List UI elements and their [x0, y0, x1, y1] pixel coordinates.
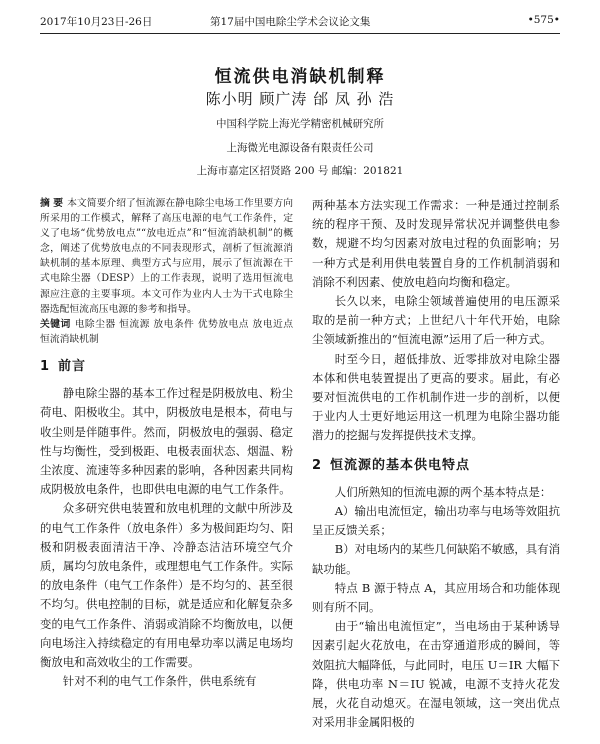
paragraph: 由于“输出电流恒定”，当电场由于某种诱导因素引起火花放电，在击穿通道形成的瞬间，等效阻抗大幅降低，与此同时，电压 U＝IR 大幅下降，供电功率 N＝IU 锐减，电源不支持火花发展，火花自动熄灭。在湿电领域，这一突出优点对采用非金属阳极的	[312, 619, 560, 730]
paragraph: 时至今日，超低排放、近零排放对电除尘器本体和供电装置提出了更高的要求。届此，有必要对恒流供电的工作机制作进一步的剖析，以便于业内人士更好地运用这一机理为电除尘器功能潜力的挖掘与发挥提供技术支撑。	[312, 351, 560, 443]
paragraph: 长久以来，电除尘领域普遍使用的电压源采取的是前一种方式；上世纪八十年代开始，电除尘领域新推出的“恒流电源”运用了后一种方式。	[312, 294, 560, 347]
section-number: 1	[40, 358, 51, 374]
paper-authors: 陈小明 顾广涛 邰 凤 孙 浩	[205, 90, 395, 108]
paragraph: 两种基本方法实现工作需求：一种是通过控制系统的程序干预、及时发现异常状况并调整供电参数，规避不均匀因素对放电过程的负面影响；另一种方式是利用供电装置自身的工作机制消弱和消除不利因素、使放电趋向均衡和稳定。	[312, 198, 560, 289]
abstract-label: 摘 要	[40, 198, 64, 209]
section-number: 2	[312, 457, 323, 473]
abstract-text: 本文简要介绍了恒流源在静电除尘电场工作里要方向所采用的工作模式，解释了高压电源的电气工作条件，定义了电场“优势放电点”“放电近点”和“恒流消缺机制”的概念，阐述了优势放电点的不同表现形式，剖析了恒流源消缺机制的基本原理、典型方式与应用，展示了恒流源在干式电除尘器（DESP）上的工作表现，说明了选用恒流电源应注意的主要事项。本文可作为业内人士为干式电除尘器选配恒流高压电源的参考和指导。	[40, 198, 293, 315]
affiliation-address: 上海市嘉定区招贤路 200 号 邮编：201821	[196, 165, 404, 177]
right-column	[312, 196, 560, 732]
affiliation-2: 上海微光电源设备有限责任公司	[226, 142, 374, 154]
left-column	[40, 196, 293, 691]
header-date: 2017年10月23日-26日	[40, 16, 153, 28]
list-item: B）对电场内的某些几何缺陷不敏感，具有消缺功能。	[312, 542, 560, 576]
paragraph: 针对不利的电气工作条件，供电系统有	[62, 674, 257, 689]
paper-title: 恒流供电消缺机制释	[214, 67, 386, 87]
paragraph: 特点 B 源于特点 A，其应用场合和功能体现则有所不同。	[312, 580, 560, 615]
list-item: A）输出电流恒定，输出功率与电场等效阻抗呈正反馈关系；	[312, 504, 560, 538]
header-rule	[40, 33, 560, 34]
section-heading-1	[40, 357, 293, 376]
section-heading-2	[312, 456, 560, 475]
paragraph: 人们所熟知的恒流电源的两个基本特点是：	[334, 484, 552, 499]
running-header	[40, 14, 560, 32]
keywords	[40, 317, 293, 347]
paragraph: 众多研究供电装置和放电机理的文献中所涉及的电气工作条件（放电条件）多为极间距均匀、阳极和阴极表面清洁干净、冷静态洁洁环境空气介质，属均匀放电条件，或理想电气工作条件。实际的放电条件（电气工作条件）是不均匀的、甚至很不均匀。供电控制的目标，就是适应和化解复杂多变的电气工作条件、消弱或消除不均衡放电，以便向电场注入持续稳定的有用电晕功率以满足电场均衡放电和高效收尘的工作需要。	[40, 501, 293, 669]
keywords-label: 关键词	[40, 318, 71, 330]
affiliation-1: 中国科学院上海光学精密机械研究所	[216, 118, 384, 130]
section-title: 恒流源的基本供电特点	[330, 457, 471, 473]
abstract	[40, 196, 293, 317]
header-conference: 第17届中国电除尘学术会议论文集	[210, 16, 371, 28]
paragraph: 静电除尘器的基本工作过程是阴极放电、粉尘荷电、阳极收尘。其中，阴极放电是根本，荷电与收尘则是伴随事件。然而，阴极放电的强弱、稳定性与均衡性，受到极距、电极表面状态、烟温、粉尘浓度、流速等多种因素的影响，各种因素共同构成阴极放电条件，也即供电电源的电气工作条件。	[40, 386, 293, 497]
section-title: 前言	[58, 358, 87, 374]
header-page-number: •575•	[527, 14, 560, 26]
keywords-text: 电除尘器 恒流源 放电条件 优势放电点 放电近点 恒流消缺机制	[40, 318, 293, 345]
